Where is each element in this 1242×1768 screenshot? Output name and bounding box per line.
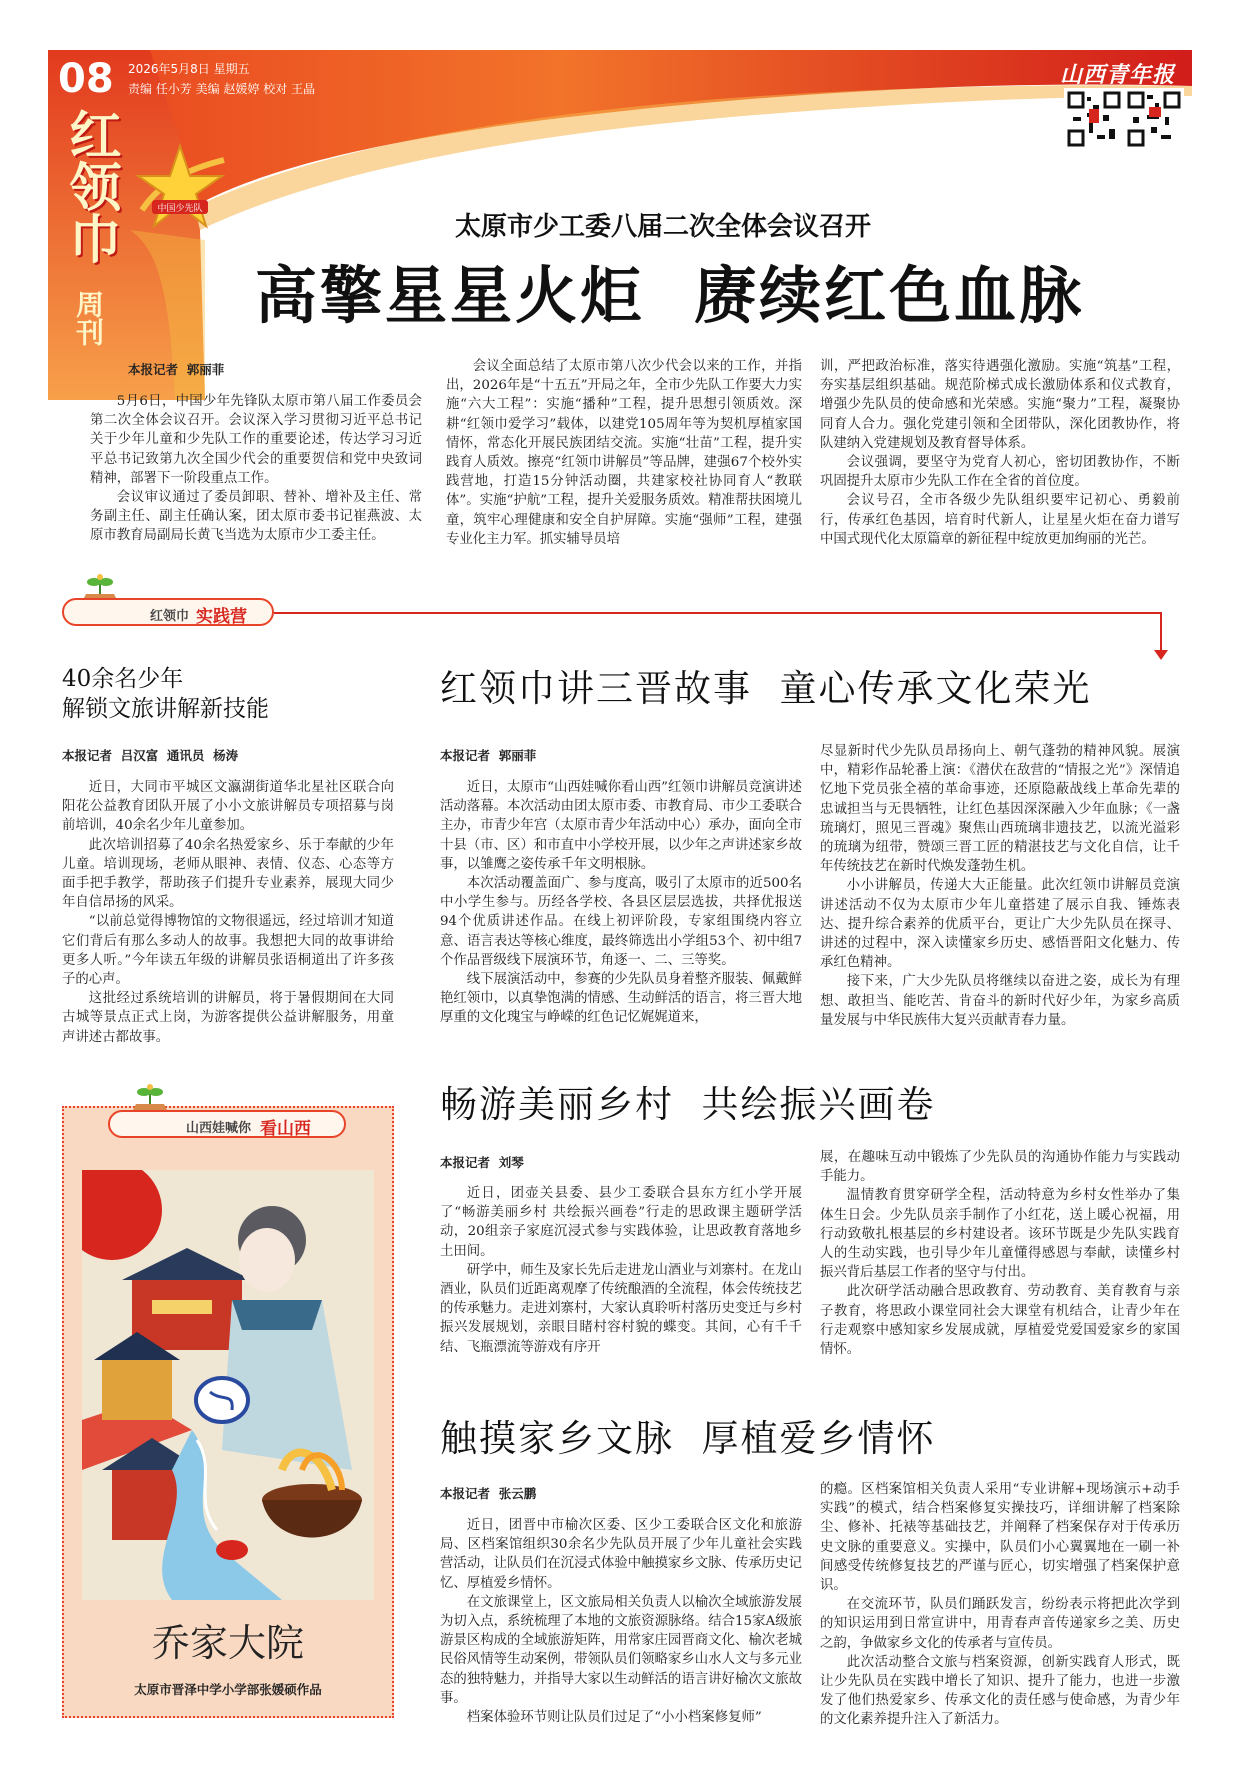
artwork-title: 乔家大院 xyxy=(151,1621,304,1665)
article2-column-1 xyxy=(440,1184,802,1357)
practice-camp-label xyxy=(62,598,274,626)
paragraph: 的瘾。区档案馆相关负责人采用“专业讲解+现场演示+动手实践”的模式，结合档案修复实操技巧，详细讲解了档案除尘、修补、托裱等基础技艺，并阐释了档案保存对于传承历史文脉的重要意义。实操中，队员们小心翼翼地在一刷一补间感受传统修复技艺的严谨与匠心，切实增强了档案保护意识。 xyxy=(820,1482,1180,1594)
paragraph: 会议强调，要坚守为党育人初心，密切团教协作，不断巩固提升太原市少先队工作在全省的首位度。 xyxy=(820,455,1180,490)
lead-kicker: 太原市少工委八届二次全体会议召开 xyxy=(455,212,872,242)
artbox-label-prefix: 山西娃喊你 xyxy=(186,1121,252,1136)
masthead-logo: 山西青年报 xyxy=(1060,62,1176,88)
lead-column-1 xyxy=(90,392,422,546)
article1-byline: 本报记者 郭丽菲 xyxy=(440,748,537,763)
paragraph: 本次活动覆盖面广、参与度高，吸引了太原市的近500名中小学生参与。历经各学校、各县区层层选拔，共择优报送94个优质讲述作品。在线上初评阶段，专家组围绕内容立意、语言表达等核心维度，最终筛选出小学组53个、初中组7个作品晋级线下展演环节，角逐一、二、三等奖。 xyxy=(440,876,802,968)
artwork-credit: 太原市晋泽中学小学部张媛硕作品 xyxy=(134,1682,322,1697)
paragraph: 展，在趣味互动中锻炼了少先队员的沟通协作能力与实践动手能力。 xyxy=(820,1150,1180,1185)
paragraph: “以前总觉得博物馆的文物很遥远，经过培训才知道它们背后有那么多动人的故事。我想把大同的故事讲给更多人听。”今年读五年级的讲解员张语桐道出了许多孩子的心声。 xyxy=(62,914,394,988)
article2-byline: 本报记者 刘琴 xyxy=(440,1155,524,1170)
pioneer-badge-icon xyxy=(132,140,228,236)
paragraph: 训，严把政治标准，落实待遇强化激励。实施“筑基”工程，夯实基层组织基础。规范阶梯式成长激励体系和仪式教育，增强少先队员的使命感和光荣感。实施“聚力”工程，凝聚协同育人合力。强化党建引领和全团带队，深化团教协作，将队建纳入党建规划及教育督导体系。 xyxy=(820,359,1180,451)
paragraph: 在交流环节，队员们踊跃发言，纷纷表示将把此次学到的知识运用到日常宣讲中，用青春声音传递家乡之美、历史之韵，争做家乡文化的传承者与宣传员。 xyxy=(820,1597,1180,1651)
paragraph: 接下来，广大少先队员将继续以奋进之姿，成长为有理想、敢担当、能吃苦、肯奋斗的新时代好少年，为家乡高质量发展与中华民族伟大复兴贡献青春力量。 xyxy=(820,974,1180,1028)
article1-headline: 红领巾讲三晋故事 童心传承文化荣光 xyxy=(440,667,1092,710)
paragraph: 近日，大同市平城区文瀛湖街道华北星社区联合向阳花公益教育团队开展了小小文旅讲解员专项招募与岗前培训，40余名少年儿童参加。 xyxy=(62,780,394,834)
qr-code-icon xyxy=(1064,88,1184,150)
lead-headline: 高擎星星火炬 赓续红色血脉 xyxy=(255,259,1085,332)
paragraph: 档案体验环节则让队员们过足了“小小档案修复师” xyxy=(466,1710,762,1726)
paragraph: 线下展演活动中，参赛的少先队员身着整齐服装、佩戴鲜艳红领巾，以真挚饱满的情感、生动鲜活的语言，将三晋大地厚重的文化瑰宝与峥嵘的红色记忆娓娓道来， xyxy=(440,972,802,1026)
paragraph: 近日，太原市“山西娃喊你看山西”红领巾讲解员竞演讲述活动落幕。本次活动由团太原市委、市教育局、市少工委联合主办，市青少年宫（太原市青少年活动中心）承办，面向全市十县（市、区）和市直中小学校开展，以少年之声讲述家乡故事，以雏鹰之姿传承千年文明根脉。 xyxy=(440,780,802,872)
left-article-title-line2: 解锁文旅讲解新技能 xyxy=(62,696,269,722)
article1-column-2 xyxy=(820,742,1180,1030)
paragraph: 此次培训招募了40余名热爱家乡、乐于奉献的少年儿童。培训现场，老师从眼神、表情、仪态、心态等方面手把手教学，帮助孩子们提升专业素养，展现大同少年自信昂扬的风采。 xyxy=(62,837,394,911)
article2-headline: 畅游美丽乡村 共绘振兴画卷 xyxy=(440,1083,936,1126)
paragraph: 近日，团晋中市榆次区委、区少工委联合区文化和旅游局、区档案馆组织30余名少先队员开展了少年儿童社会实践营活动，让队员们在沉浸式体验中触摸家乡文脉、传承历史记忆、厚植爱乡情怀。 xyxy=(440,1518,802,1591)
paragraph: 5月6日，中国少年先锋队太原市第八届工作委员会第二次全体会议召开。会议深入学习贯彻习近平总书记关于少年儿童和少先队工作的重要论述，传达学习习近平总书记致第九次全国少代会的重要贺信和党中央致词精神，部署下一阶段重点工作。 xyxy=(90,394,422,486)
paragraph: 会议号召，全市各级少先队组织要牢记初心、勇毅前行，传承红色基因，培育时代新人，让星星火炬在奋力谱写中国式现代化太原篇章的新征程中绽放更加绚丽的光芒。 xyxy=(820,493,1180,547)
date-line: 2026年5月8日 星期五 xyxy=(128,62,250,76)
article3-byline: 本报记者 张云鹏 xyxy=(440,1486,537,1501)
staff-line: 责编 任小芳 美编 赵媛婷 校对 王晶 xyxy=(128,82,316,96)
artbox-label-main: 看山西 xyxy=(260,1119,311,1139)
left-article-byline: 本报记者 吕汉富 通讯员 杨涛 xyxy=(62,748,239,763)
left-article-title-line1: 40余名少年 xyxy=(62,666,184,692)
paragraph: 小小讲解员，传递大大正能量。此次红领巾讲解员竞演讲述活动不仅为太原市少年儿童搭建了展示自我、锤炼表达、提升综合素养的优质平台，更让广大少先队员在探寻、讲述的过程中，深入读懂家乡历史、感悟晋阳文化魅力、传承红色精神。 xyxy=(820,878,1180,971)
article3-column-1 xyxy=(440,1516,802,1727)
paragraph: 此次活动整合文旅与档案资源，创新实践育人形式，既让少先队员在实践中增长了知识、提升了能力，也进一步激发了他们热爱家乡、传承文化的责任感与使命感，为青少年的文化素养提升注入了新活力。 xyxy=(820,1654,1180,1728)
section-sub: 周刊 xyxy=(72,290,105,346)
practice-label-main: 实践营 xyxy=(196,607,247,627)
paragraph: 会议审议通过了委员卸职、替补、增补及主任、常务副主任、副主任确认案，团太原市委书记崔燕波、太原市教育局副局长黄飞当选为太原市少工委主任。 xyxy=(90,490,422,544)
paragraph: 此次研学活动融合思政教育、劳动教育、美育教育与亲子教育，将思政小课堂同社会大课堂有机结合，让青少年在行走观察中感知家乡发展成就，厚植爱党爱国爱家乡的家国情怀。 xyxy=(820,1284,1180,1358)
section-divider-drop xyxy=(1160,612,1162,652)
lead-column-3 xyxy=(820,357,1180,549)
practice-label-prefix: 红领巾 xyxy=(150,609,190,624)
paragraph: 在文旅课堂上，区文旅局相关负责人以榆次全域旅游发展为切入点，系统梳理了本地的文旅资源脉络。结合15家A级旅游景区构成的全域旅游矩阵，用常家庄园晋商文化、榆次老城民俗风情等生动案例，带领队员们领略家乡山水人文与多元业态的独特魅力，并指导大家以生动鲜活的语言讲好榆次文旅故事。 xyxy=(440,1594,802,1706)
arrow-down-icon xyxy=(1154,650,1168,660)
article2-column-2 xyxy=(820,1148,1180,1359)
page-number: 08 xyxy=(58,56,114,102)
paragraph: 近日，团壶关县委、县少工委联合县东方红小学开展了“畅游美丽乡村 共绘振兴画卷”行走的思政课主题研学活动，20组亲子家庭沉浸式参与实践体验，让思政教育落地乡土田间。 xyxy=(440,1186,802,1259)
paragraph: 研学中，师生及家长先后走进龙山酒业与刘寨村。在龙山酒业，队员们近距离观摩了传统酿酒的全流程，体会传统技艺的传承魅力。走进刘寨村，大家认真聆听村落历史变迁与乡村振兴发展规划，亲眼目睹村容村貌的蝶变。其间，心有千千结、飞瓶漂流等游戏有序开 xyxy=(440,1262,802,1355)
paragraph: 这批经过系统培训的讲解员，将于暑假期间在大同古城等景点正式上岗，为游客提供公益讲解服务，用童声讲述古都故事。 xyxy=(62,991,394,1045)
lead-byline: 本报记者 郭丽菲 xyxy=(128,362,225,377)
paragraph: 温情教育贯穿研学全程，活动特意为乡村女性举办了集体生日会。少先队员亲手制作了小红花，送上暖心祝福，用行动致敬扎根基层的乡村建设者。该环节既是少先队实践育人的生动实践，也引导少年儿童懂得感恩与奉献，读懂乡村振兴背后基层工作者的坚守与付出。 xyxy=(820,1188,1180,1281)
article1-column-1 xyxy=(440,778,802,1028)
lead-column-2 xyxy=(446,357,802,549)
artwork-painting xyxy=(82,1170,374,1600)
artbox-label xyxy=(108,1110,346,1138)
article3-column-2 xyxy=(820,1480,1180,1730)
article3-headline: 触摸家乡文脉 厚植爱乡情怀 xyxy=(440,1417,936,1460)
left-article-body xyxy=(62,778,394,1047)
badge-text: 中国少先队 xyxy=(157,204,203,214)
section-divider-line xyxy=(274,612,1162,614)
section-name: 红领巾 xyxy=(60,108,121,264)
paragraph: 会议全面总结了太原市第八次少代会以来的工作，并指出，2026年是“十五五”开局之年，全市少先队工作要大力实施“六大工程”：实施“播种”工程，提升思想引领质效。深耕“红领巾爱学习”载体，以建党105周年等为契机厚植家国情怀，常态化开展民族团结交流。实施“壮苗”工程，提升实践育人质效。擦亮“红领巾讲解员”等品牌，建强67个校外实践营地，打造15分钟活动圈，共建家校社协同育人“教联体”。实施“护航”工程，提升关爱服务质效。精准帮扶困境儿童，筑牢心理健康和安全自护屏障。实施“强师”工程，建强专业化主力军。抓实辅导员培 xyxy=(446,359,802,547)
paragraph: 尽显新时代少先队员昂扬向上、朝气蓬勃的精神风貌。展演中，精彩作品轮番上演：《潜伏在敌营的“情报之光”》深情追忆地下党员张全禧的革命事迹，还原隐蔽战线上革命先辈的忠诚担当与无畏牺牲，让红色基因深深融入少年血脉；《一盏琉璃灯，照见三晋魂》聚焦山西琉璃非遗技艺，以流光溢彩的琉璃为纽带，赞颂三晋工匠的精湛技艺与文化自信，让千年传统技艺在新时代焕发蓬勃生机。 xyxy=(820,744,1180,875)
